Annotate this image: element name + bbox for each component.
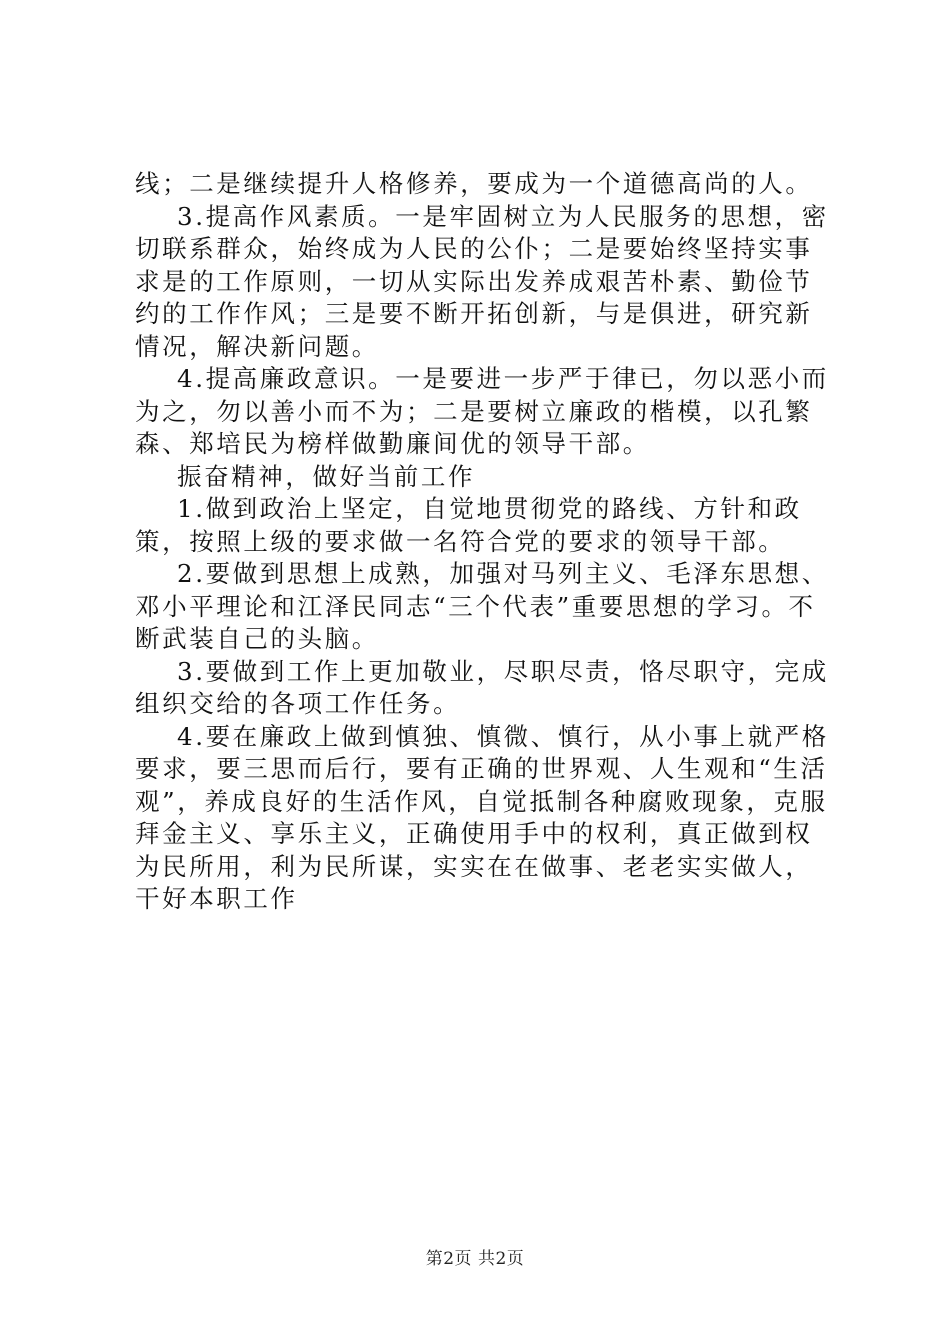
paragraph-5: 1.做到政治上坚定，自觉地贯彻党的路线、方针和政策，按照上级的要求做一名符合党的要求的领导干部。 xyxy=(135,494,802,556)
paragraph-1: 线；二是继续提升人格修养，要成为一个道德高尚的人。 xyxy=(135,169,813,198)
page-number-label: 第2页 共2页 xyxy=(425,1249,525,1269)
paragraph-8: 4.要在廉政上做到慎独、慎微、慎行，从小事上就严格要求，要三思而后行，要有正确的世界观、人生观和“生活观”，养成良好的生活作风，自觉抵制各种腐败现象，克服拜金主义、享乐主义，正确使用手中的权利，真正做到权为民所用，利为民所谋，实实在在做事、老老实实做人，干好本职工作 xyxy=(135,721,829,913)
document-body xyxy=(135,168,835,916)
paragraph-2: 3.提高作风素质。一是牢固树立为人民服务的思想，密切联系群众，始终成为人民的公仆；二是要始终坚持实事求是的工作原则，一切从实际出发养成艰苦朴素、勤俭节约的工作作风；三是要不断开拓创新，与是俱进，研究新情况，解决新问题。 xyxy=(135,201,829,361)
paragraph-6: 2.要做到思想上成熟，加强对马列主义、毛泽东思想、邓小平理论和江泽民同志“三个代表”重要思想的学习。不断武装自己的头脑。 xyxy=(135,559,829,653)
paragraph-3: 4.提高廉政意识。一是要进一步严于律已，勿以恶小而为之，勿以善小而不为；二是要树立廉政的楷模，以孔繁森、郑培民为榜样做勤廉间优的领导干部。 xyxy=(135,364,829,458)
page-footer xyxy=(0,1244,950,1269)
paragraph-7: 3.要做到工作上更加敬业，尽职尽责，恪尽职守，完成组织交给的各项工作任务。 xyxy=(135,656,829,718)
section-heading: 振奋精神，做好当前工作 xyxy=(177,461,476,491)
